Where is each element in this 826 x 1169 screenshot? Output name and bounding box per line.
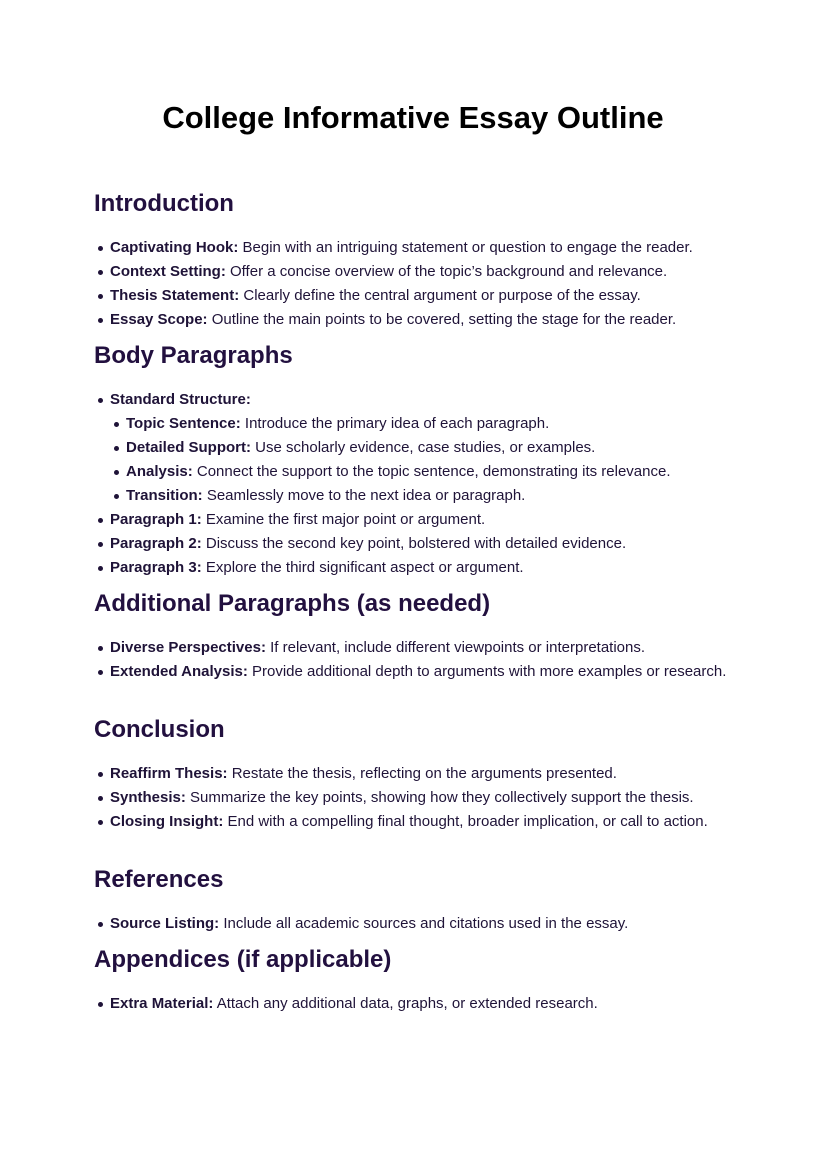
list-item bbox=[94, 913, 734, 935]
section-additional-paragraphs bbox=[94, 585, 734, 685]
section-heading: Introduction bbox=[94, 190, 234, 217]
item-term: Paragraph 3: bbox=[110, 559, 202, 576]
item-term: Extended Analysis: bbox=[110, 663, 248, 680]
item-text: Summarize the key points, showing how they collectively support the thesis. bbox=[185, 789, 694, 806]
item-text: If relevant, include different viewpoints or interpretations. bbox=[265, 639, 646, 656]
section-conclusion bbox=[94, 711, 734, 835]
section-heading: Conclusion bbox=[94, 716, 225, 743]
item-text: Use scholarly evidence, case studies, or examples. bbox=[251, 439, 596, 456]
item-text: Outline the main points to be covered, setting the stage for the reader. bbox=[207, 311, 677, 328]
section-body-paragraphs bbox=[94, 337, 734, 581]
item-text: End with a compelling final thought, broader implication, or call to action. bbox=[223, 813, 708, 830]
item-term: Standard Structure: bbox=[110, 391, 251, 408]
list-item bbox=[94, 637, 734, 659]
list-item bbox=[94, 285, 734, 307]
section-appendices bbox=[94, 941, 734, 1017]
item-text: Introduce the primary idea of each paragraph. bbox=[240, 415, 550, 432]
sub-list-item bbox=[110, 485, 734, 507]
bullet-list bbox=[94, 389, 734, 579]
list-item bbox=[94, 389, 734, 507]
list-item bbox=[94, 261, 734, 283]
item-term: Synthesis: bbox=[110, 789, 186, 806]
item-term: Captivating Hook: bbox=[110, 239, 239, 256]
item-term: Diverse Perspectives: bbox=[110, 639, 266, 656]
item-term: Topic Sentence: bbox=[126, 415, 241, 432]
item-term: Source Listing: bbox=[110, 915, 220, 932]
sub-list-item bbox=[110, 461, 734, 483]
item-term: Essay Scope: bbox=[110, 311, 208, 328]
item-term: Paragraph 1: bbox=[110, 511, 202, 528]
section-references bbox=[94, 861, 734, 937]
item-text: Attach any additional data, graphs, or extended research. bbox=[213, 995, 598, 1012]
item-text: Explore the third significant aspect or argument. bbox=[201, 559, 524, 576]
item-text: Provide additional depth to arguments with more examples or research. bbox=[247, 663, 727, 680]
item-text: Examine the first major point or argument. bbox=[201, 511, 486, 528]
section-heading: Additional Paragraphs (as needed) bbox=[94, 590, 491, 617]
page-title: College Informative Essay Outline bbox=[162, 100, 664, 135]
item-term: Analysis: bbox=[126, 463, 193, 480]
list-item bbox=[94, 811, 734, 833]
item-term: Closing Insight: bbox=[110, 813, 224, 830]
item-text: Restate the thesis, reflecting on the arguments presented. bbox=[227, 765, 617, 782]
section-heading: Body Paragraphs bbox=[94, 342, 293, 369]
item-term: Detailed Support: bbox=[126, 439, 252, 456]
sub-list-item bbox=[110, 437, 734, 459]
item-term: Transition: bbox=[126, 487, 203, 504]
item-text: Connect the support to the topic sentence, demonstrating its relevance. bbox=[192, 463, 671, 480]
list-item bbox=[94, 661, 734, 683]
bullet-list bbox=[94, 637, 734, 683]
list-item bbox=[94, 787, 734, 809]
item-text: Clearly define the central argument or purpose of the essay. bbox=[239, 287, 641, 304]
list-item bbox=[94, 237, 734, 259]
item-text: Offer a concise overview of the topic’s background and relevance. bbox=[225, 263, 668, 280]
bullet-list bbox=[94, 993, 734, 1015]
bullet-list bbox=[94, 237, 734, 331]
list-item bbox=[94, 557, 734, 579]
bullet-list bbox=[94, 913, 734, 935]
item-term: Extra Material: bbox=[110, 995, 214, 1012]
item-term: Reaffirm Thesis: bbox=[110, 765, 228, 782]
item-text: Discuss the second key point, bolstered with detailed evidence. bbox=[201, 535, 627, 552]
section-heading: Appendices (if applicable) bbox=[94, 946, 392, 973]
item-text: Include all academic sources and citations used in the essay. bbox=[219, 915, 629, 932]
list-item bbox=[94, 993, 734, 1015]
item-term: Thesis Statement: bbox=[110, 287, 240, 304]
section-heading: References bbox=[94, 866, 224, 893]
list-item bbox=[94, 533, 734, 555]
bullet-list bbox=[94, 763, 734, 833]
item-text: Begin with an intriguing statement or question to engage the reader. bbox=[238, 239, 693, 256]
item-text: Seamlessly move to the next idea or paragraph. bbox=[202, 487, 526, 504]
sub-list-item bbox=[110, 413, 734, 435]
item-term: Context Setting: bbox=[110, 263, 226, 280]
list-item bbox=[94, 763, 734, 785]
sub-bullet-list bbox=[110, 413, 734, 507]
list-item bbox=[94, 309, 734, 331]
item-term: Paragraph 2: bbox=[110, 535, 202, 552]
list-item bbox=[94, 509, 734, 531]
section-introduction bbox=[94, 185, 734, 333]
